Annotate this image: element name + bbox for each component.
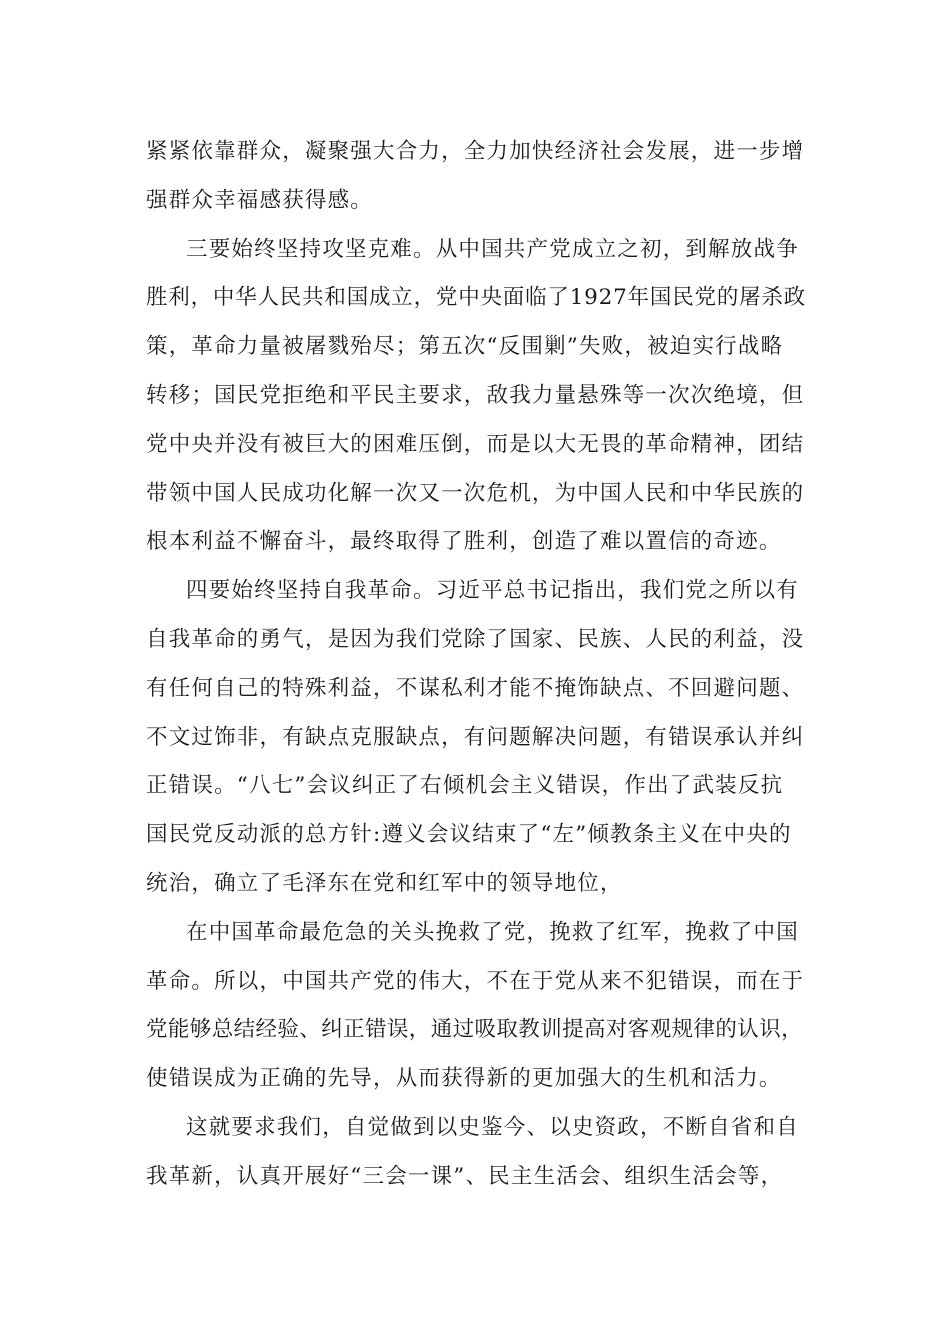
text-line: 不文过饰非，有缺点克服缺点，有问题解决问题，有错误承认并纠 (146, 724, 805, 750)
text-line: 带领中国人民成功化解一次又一次危机，为中国人民和中华民族的 (146, 480, 805, 506)
text-line: 转移；国民党拒绝和平民主要求，敌我力量悬殊等一次次绝境，但 (146, 382, 805, 408)
text-line: 统治，确立了毛泽东在党和红军中的领导地位， (146, 870, 623, 896)
text-line: 自我革命的勇气，是因为我们党除了国家、民族、人民的利益，没 (146, 626, 805, 652)
text-line: 党中央并没有被巨大的困难压倒，而是以大无畏的革命精神，团结 (146, 431, 805, 457)
text-line: 根本利益不懈奋斗，最终取得了胜利，创造了难以置信的奇迹。 (146, 529, 782, 555)
text-line: 革命。所以，中国共产党的伟大，不在于党从来不犯错误，而在于 (146, 968, 805, 994)
text-line: 这就要求我们，自觉做到以史鉴今、以史资政，不断自省和自 (186, 1114, 799, 1140)
text-line: 策，革命力量被屠戮殆尽；第五次“反围剿”失败，被迫实行战略 (146, 334, 784, 360)
text-line: 党能够总结经验、纠正错误，通过吸取教训提高对客观规律的认识， (146, 1017, 804, 1043)
text-line: 在中国革命最危急的关头挽救了党，挽救了红军，挽救了中国 (186, 919, 799, 945)
body-text (146, 128, 808, 1202)
text-line: 胜利，中华人民共和国成立，党中央面临了1927年国民党的屠杀政 (146, 285, 807, 311)
text-line: 正错误。“八七”会议纠正了右倾机会主义错误，作出了武装反抗 (146, 773, 784, 799)
text-line: 有任何自己的特殊利益，不谋私利才能不掩饰缺点、不回避问题、 (146, 675, 805, 701)
text-line: 四要始终坚持自我革命。习近平总书记指出，我们党之所以有 (186, 578, 799, 604)
text-line: 三要始终坚持攻坚克难。从中国共产党成立之初，到解放战争 (186, 236, 799, 262)
text-line: 紧紧依靠群众，凝聚强大合力，全力加快经济社会发展，进一步增 (146, 139, 805, 164)
text-line: 强群众幸福感获得感。 (146, 187, 374, 213)
text-line: 使错误成为正确的先导，从而获得新的更加强大的生机和活力。 (146, 1066, 782, 1092)
text-line: 我革新，认真开展好“三会一课”、民主生活会、组织生活会等， (146, 1163, 784, 1189)
text-line: 国民党反动派的总方针:遵义会议结束了“左”倾教条主义在中央的 (146, 822, 792, 848)
